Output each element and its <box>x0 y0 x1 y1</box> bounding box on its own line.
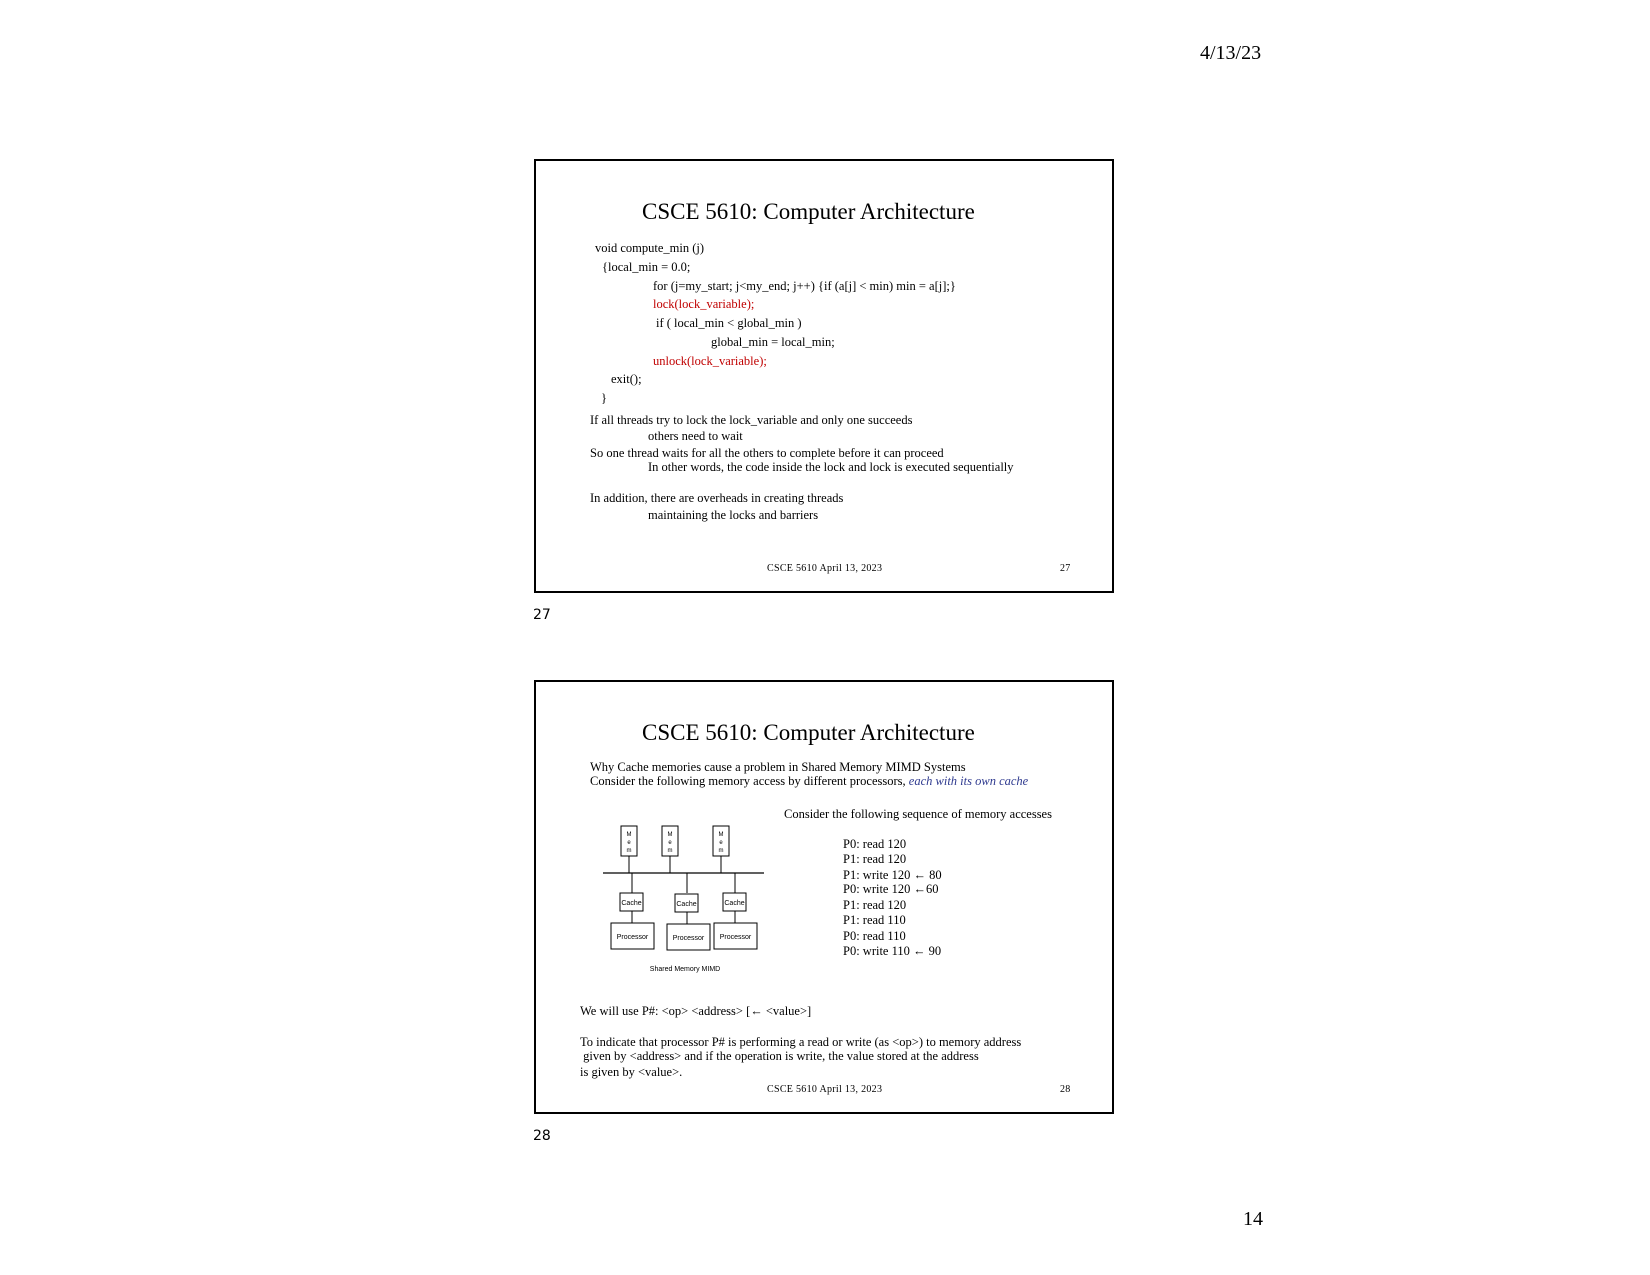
slide-label: 28 <box>533 1128 551 1144</box>
slide-title: CSCE 5610: Computer Architecture <box>642 720 975 745</box>
access-line: P1: read 120 <box>843 852 907 866</box>
body-text: others need to wait <box>648 429 743 443</box>
body-text: In addition, there are overheads in creating threads <box>590 491 844 505</box>
svg-text:M: M <box>667 832 673 838</box>
slide-number: 27 <box>1060 563 1071 574</box>
access-line: P0: write 110 ← 90 <box>843 944 942 958</box>
code-line: exit(); <box>611 372 642 386</box>
page-number: 14 <box>1243 1208 1263 1230</box>
sequence-heading: Consider the following sequence of memory accesses <box>784 807 1052 821</box>
memory-module <box>713 826 729 856</box>
intro-emphasis: each with its own cache <box>908 774 1029 788</box>
slide-footer: CSCE 5610 April 13, 2023 <box>767 563 883 574</box>
slide-27 <box>534 159 1114 593</box>
processor-box <box>714 923 757 949</box>
body-text: If all threads try to lock the lock_variable and only one succeeds <box>590 413 913 427</box>
processor-box <box>667 924 710 950</box>
svg-text:Processor: Processor <box>719 934 752 941</box>
svg-text:M: M <box>626 832 632 838</box>
processor-box <box>611 923 654 949</box>
svg-text:Processor: Processor <box>616 934 649 941</box>
slide-label: 27 <box>533 607 551 623</box>
intro-text-plain: Consider the following memory access by different processors, <box>590 774 906 788</box>
cache-box <box>675 894 698 912</box>
access-line: P1: read 110 <box>843 913 906 927</box>
svg-text:m: m <box>667 848 673 854</box>
code-line: for (j=my_start; j<my_end; j++) {if (a[j] < min) min = a[j];} <box>653 279 956 293</box>
svg-text:Cache: Cache <box>676 901 697 908</box>
svg-text:M: M <box>718 832 724 838</box>
access-line: P0: read 120 <box>843 837 907 851</box>
code-line: {local_min = 0.0; <box>602 260 691 274</box>
page-date: 4/13/23 <box>1200 42 1262 64</box>
memory-module <box>621 826 637 856</box>
body-text: maintaining the locks and barriers <box>648 508 819 522</box>
slide-number: 28 <box>1060 1084 1071 1095</box>
svg-text:e: e <box>627 840 631 846</box>
cache-box <box>620 893 643 911</box>
svg-text:Cache: Cache <box>621 900 642 907</box>
intro-text <box>590 774 1028 789</box>
shared-memory-diagram <box>600 824 770 974</box>
cache-box <box>723 893 746 911</box>
code-line: } <box>601 391 607 405</box>
code-line: global_min = local_min; <box>711 335 835 349</box>
code-line-lock: lock(lock_variable); <box>653 297 755 311</box>
code-line: void compute_min (j) <box>595 241 705 255</box>
slide-title: CSCE 5610: Computer Architecture <box>642 199 975 224</box>
svg-text:Processor: Processor <box>672 935 705 942</box>
body-text: So one thread waits for all the others to complete before it can proceed <box>590 446 944 460</box>
access-line: P1: read 120 <box>843 898 907 912</box>
notation-text: We will use P#: <op> <address> [← <value>] <box>580 1004 812 1018</box>
code-line: if ( local_min < global_min ) <box>656 316 802 330</box>
code-line-unlock: unlock(lock_variable); <box>653 354 767 368</box>
explanation-text: To indicate that processor P# is performing a read or write (as <op>) to memory address <box>580 1035 1022 1049</box>
access-line: P1: write 120 ← 80 <box>843 868 942 882</box>
slide-footer: CSCE 5610 April 13, 2023 <box>767 1084 883 1095</box>
slide-28 <box>534 680 1114 1114</box>
intro-text: Why Cache memories cause a problem in Shared Memory MIMD Systems <box>590 760 966 774</box>
diagram-caption: Shared Memory MIMD <box>649 966 721 973</box>
body-text: In other words, the code inside the lock and lock is executed sequentially <box>648 460 1014 474</box>
access-line: P0: read 110 <box>843 929 906 943</box>
memory-module <box>662 826 678 856</box>
svg-text:Cache: Cache <box>724 900 745 907</box>
svg-text:m: m <box>718 848 724 854</box>
svg-text:m: m <box>626 848 632 854</box>
svg-text:e: e <box>719 840 723 846</box>
explanation-text: is given by <value>. <box>580 1065 683 1079</box>
svg-text:e: e <box>668 840 672 846</box>
explanation-text: given by <address> and if the operation is write, the value stored at the address <box>580 1049 979 1063</box>
access-line: P0: write 120 ←60 <box>843 882 939 896</box>
